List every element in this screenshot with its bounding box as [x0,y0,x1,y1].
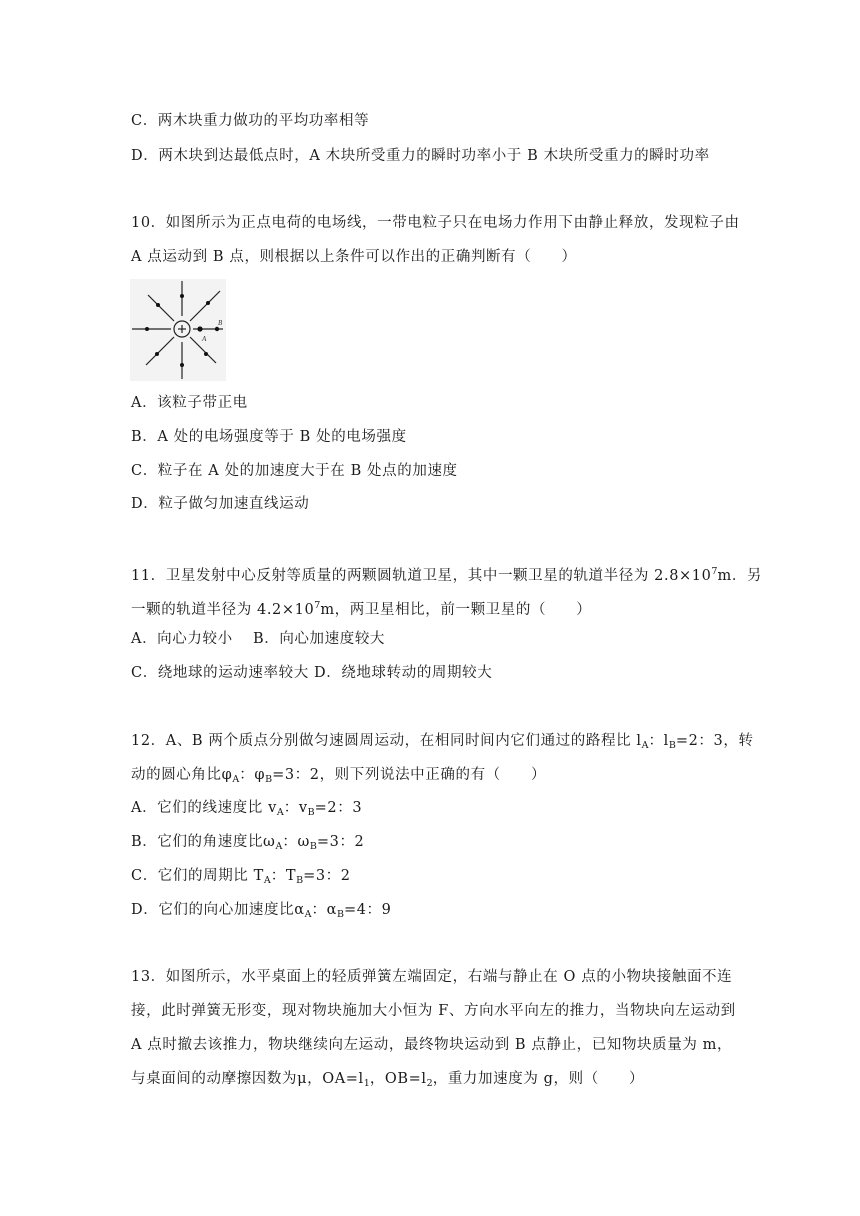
arrow-dot [204,352,208,356]
q12-option-d: D．它们的向心加速度比$\alpha_A$：$\alpha_B=4$：9 [131,902,392,920]
q13-stem-line1: 13．如图所示，水平桌面上的轻质弹簧左端固定，右端与静止在 O 点的小物块接触面不连 [131,969,733,985]
q11-options-ab: A．向心力较小 B．向心加速度较大 [131,631,386,647]
q10-option-d: D．粒子做匀加速直线运动 [131,496,310,512]
q12-stem-line2: 动的圆心角比$\varphi_A$：$\varphi_B=3$：2，则下列说法中正确的有（ ） [131,767,547,785]
arrow-dot [156,303,160,307]
arrow-dot [180,294,184,298]
q9-option-c: C．两木块重力做功的平均功率相等 [131,113,370,129]
q10-stem-line2: A 点运动到 B 点，则根据以上条件可以作出的正确判断有（ ） [131,249,577,265]
q11-stem-line1: 11．卫星发射中心反射等质量的两颗圆轨道卫星，其中一颗卫星的轨道半径为 $2.8\times 10^7m$．另 [131,566,763,584]
q12-option-b: B．它们的角速度比$\omega_A$：$\omega_B=3$：2 [131,834,365,852]
q10-stem-line1: 10．如图所示为正点电荷的电场线，一带电粒子只在电场力作用下由静止释放，发现粒子由 [131,215,740,231]
q12-option-c: C．它们的周期比 $T_A$：$T_B=3$：2 [131,868,351,886]
point-b-dot [215,327,219,331]
arrow-dot [206,301,210,305]
arrow-dot [180,363,184,367]
q11-stem-line2: 一颗的轨道半径为 $4.2\times 10^7m$，两卫星相比，前一颗卫星的（ ） [131,600,592,618]
q13-stem-line4: 与桌面间的动摩擦因数为μ，$OA=l_1$，$OB=l_2$，重力加速度为 g，则（ ） [131,1071,645,1089]
q12-option-a: A．它们的线速度比 $v_A$：$v_B=2$：3 [131,800,363,818]
q9-option-d: D．两木块到达最低点时，A 木块所受重力的瞬时功率小于 B 木块所受重力的瞬时功率 [131,148,710,164]
electric-field-lines-figure [130,279,226,381]
q10-option-c: C．粒子在 A 处的加速度大于在 B 处点的加速度 [131,463,458,479]
arrow-dot [145,327,149,331]
field-line-upper-left [148,295,174,321]
q11-options-cd: C．绕地球的运动速率较大 D．绕地球转动的周期较大 [131,665,493,681]
q13-stem-line3: A 点时撤去该推力，物块继续向左运动，最终物块运动到 B 点静止，已知物块质量为 m， [131,1037,733,1053]
q12-stem-line1: 12．A、B 两个质点分别做匀速圆周运动，在相同时间内它们通过的路程比 $l_A$：$l_B=2$：3，转 [131,733,754,751]
electric-field-svg [130,279,226,381]
point-a-dot [197,326,202,331]
label-b: B [218,319,223,327]
field-line-lower-left [146,337,174,365]
arrow-dot [155,352,159,356]
field-line-upper-right [190,291,220,321]
label-a: A [202,335,207,343]
q13-stem-line2: 接，此时弹簧无形变，现对物块施加大小恒为 F、方向水平向左的推力，当物块向左运动到 [131,1003,736,1019]
q10-option-b: B．A 处的电场强度等于 B 处的电场强度 [131,429,407,445]
q10-option-a: A．该粒子带正电 [131,395,248,411]
